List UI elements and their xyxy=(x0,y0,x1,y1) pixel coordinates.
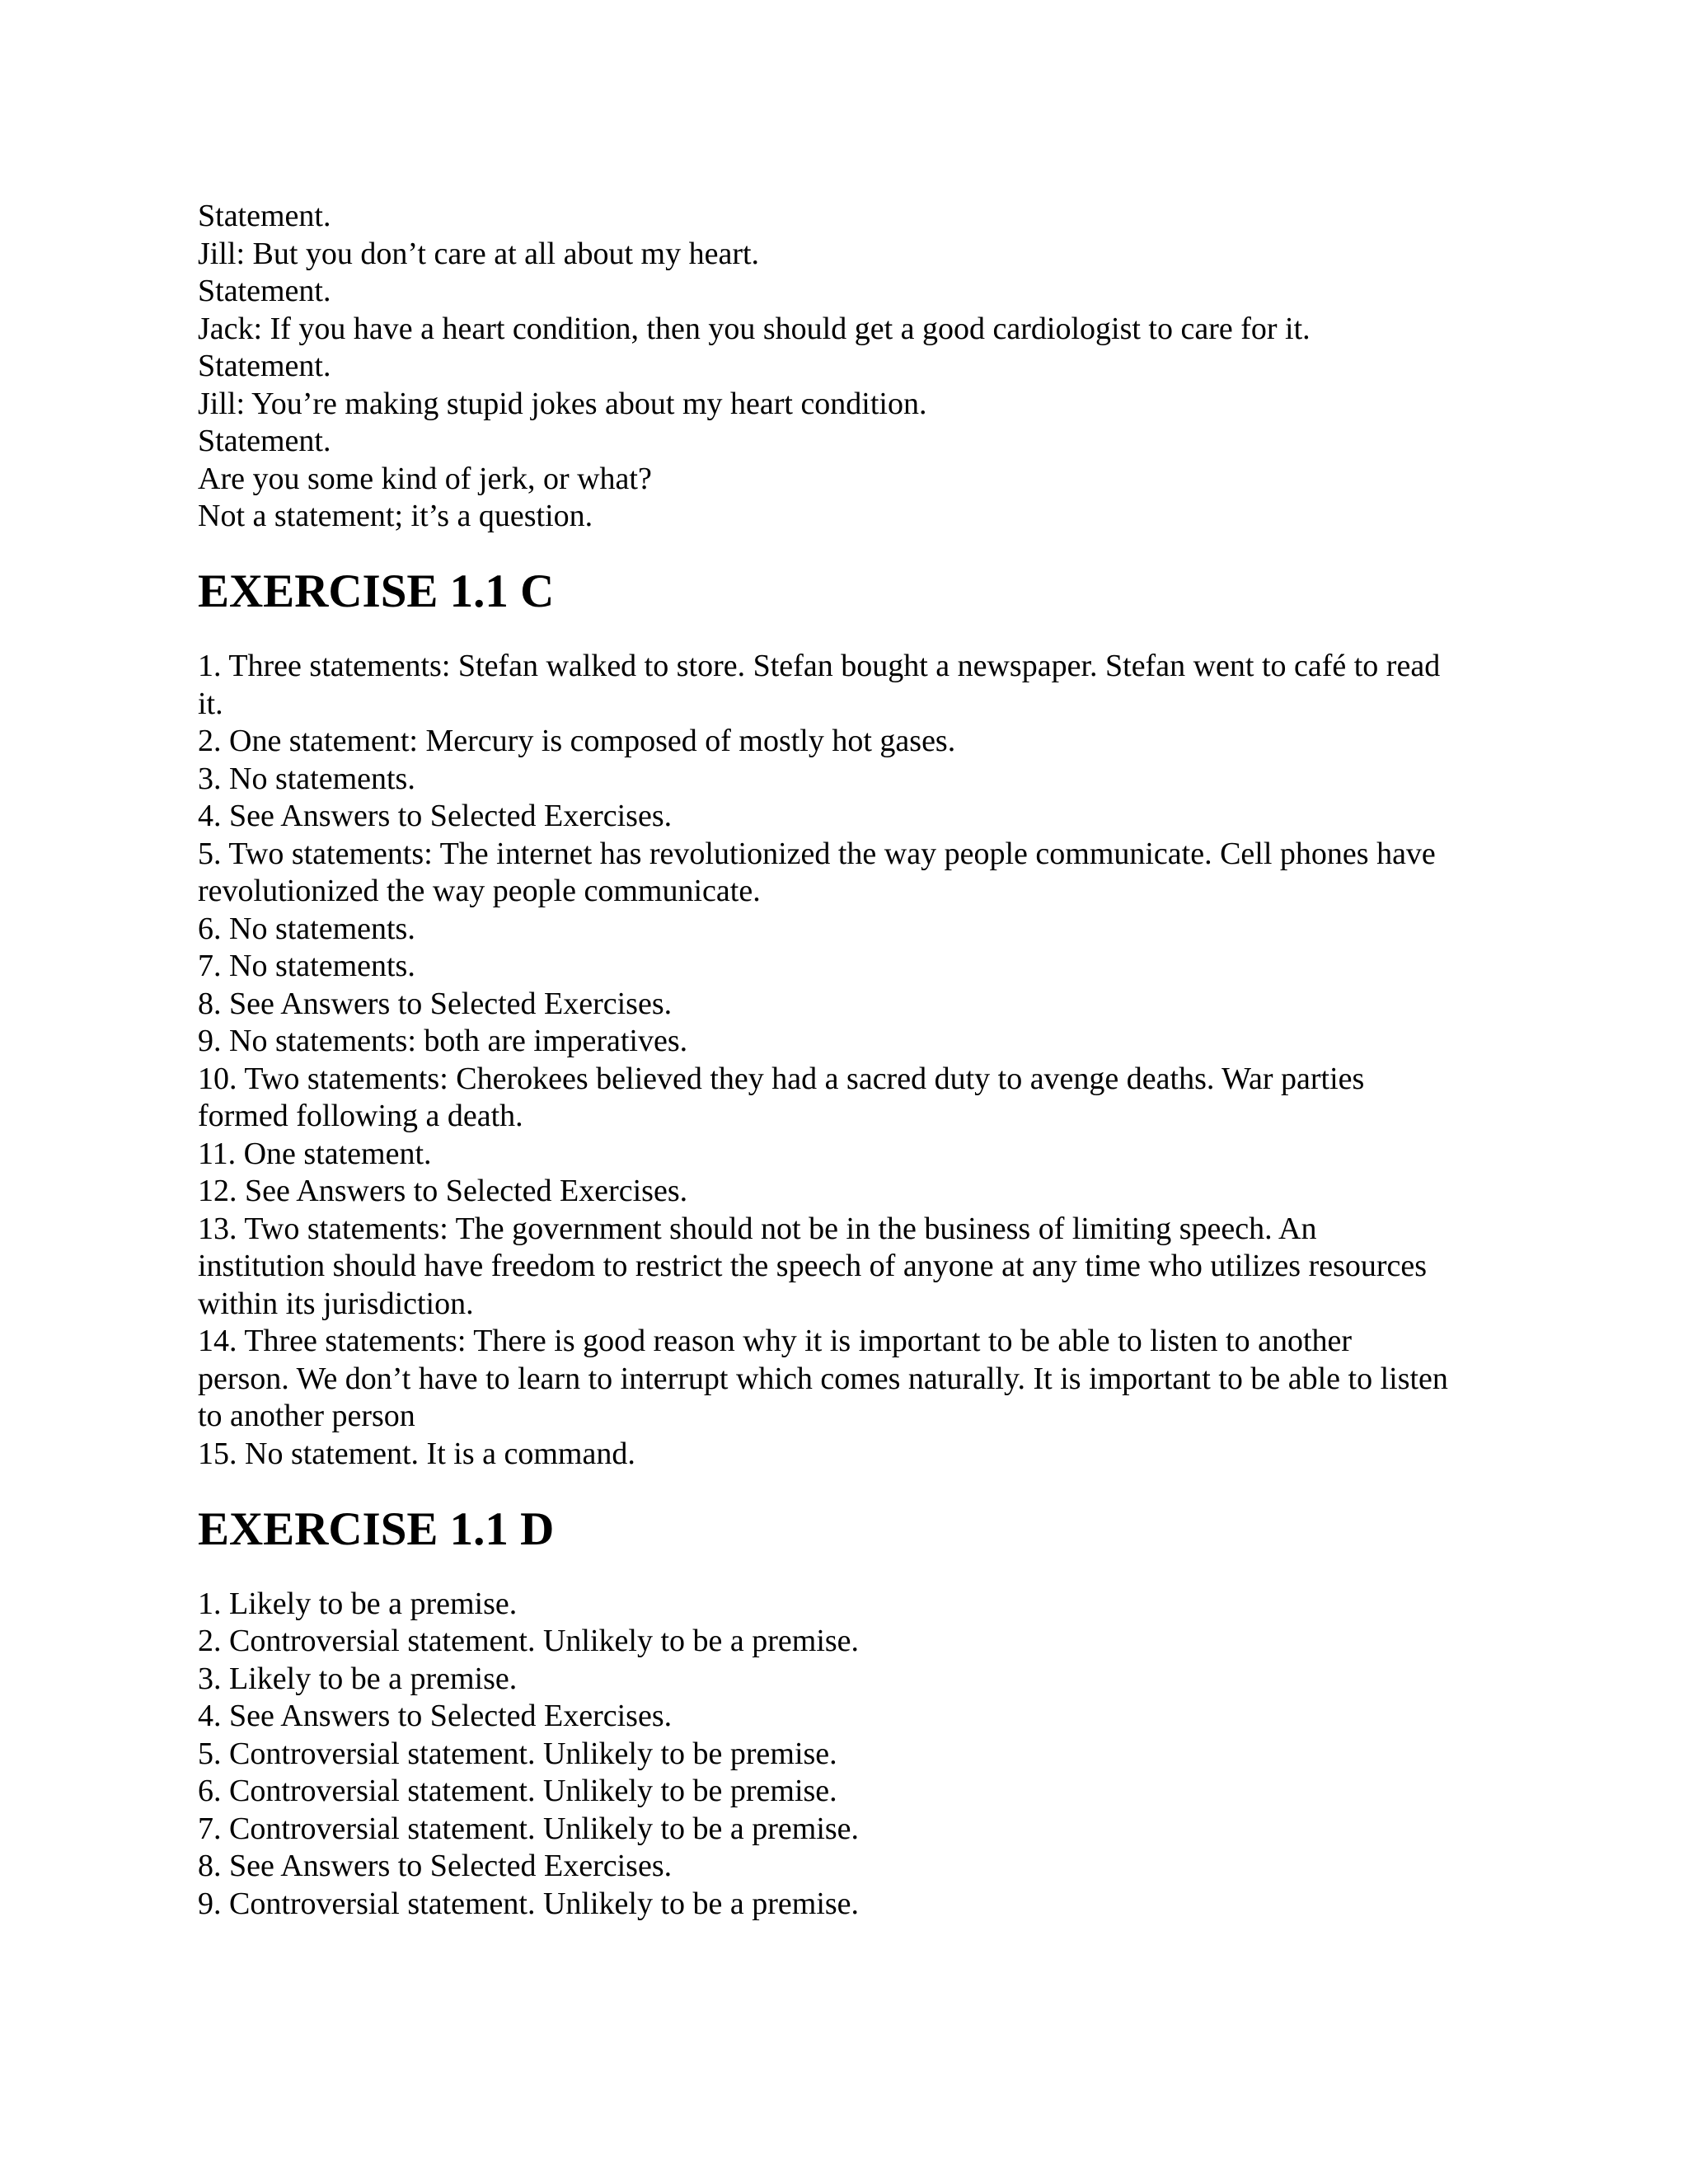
list-item: 6. Controversial statement. Unlikely to be premise. xyxy=(198,1774,837,1808)
list-item: 9. No statements: both are imperatives. xyxy=(198,1024,688,1058)
list-item: 2. One statement: Mercury is composed of mostly hot gases. xyxy=(198,724,956,758)
dialogue-line: Jill: You’re making stupid jokes about my heart condition. xyxy=(198,386,927,421)
exercise-d-list xyxy=(198,1586,1451,1924)
list-item: 13. Two statements: The government should not be in the business of limiting speech. An institution should have freedom to restrict the speech of anyone at any time who utilizes resources within its jurisdiction. xyxy=(198,1211,1428,1321)
dialogue-line: Statement. xyxy=(198,424,331,458)
exercise-c-heading: EXERCISE 1.1 C xyxy=(198,565,555,617)
dialogue-line: Statement. xyxy=(198,199,331,233)
list-item: 8. See Answers to Selected Exercises. xyxy=(198,986,673,1021)
list-item: 11. One statement. xyxy=(198,1136,432,1171)
exercise-c-list xyxy=(198,648,1451,1473)
list-item: 3. No statements. xyxy=(198,761,415,796)
list-item: 15. No statement. It is a command. xyxy=(198,1436,635,1471)
list-item: 9. Controversial statement. Unlikely to be a premise. xyxy=(198,1886,860,1921)
list-item: 3. Likely to be a premise. xyxy=(198,1661,518,1696)
list-item: 5. Two statements: The internet has revolutionized the way people communicate. Cell phones have revolutionized the way people communicate. xyxy=(198,836,1436,908)
page-content xyxy=(198,198,1451,1923)
dialogue-section xyxy=(198,198,1451,536)
dialogue-line: Jill: But you don’t care at all about my heart. xyxy=(198,236,760,271)
list-item: 7. No statements. xyxy=(198,949,415,983)
list-item: 4. See Answers to Selected Exercises. xyxy=(198,1699,673,1733)
list-item: 4. See Answers to Selected Exercises. xyxy=(198,799,673,833)
dialogue-line: Jack: If you have a heart condition, then you should get a good cardiologist to care for it. xyxy=(198,311,1311,346)
dialogue-line: Statement. xyxy=(198,349,331,383)
list-item: 1. Three statements: Stefan walked to store. Stefan bought a newspaper. Stefan went to café to read it. xyxy=(198,649,1441,721)
dialogue-line: Not a statement; it’s a question. xyxy=(198,499,593,533)
dialogue-line: Are you some kind of jerk, or what? xyxy=(198,461,652,496)
list-item: 5. Controversial statement. Unlikely to be premise. xyxy=(198,1736,837,1771)
list-item: 1. Likely to be a premise. xyxy=(198,1586,518,1621)
list-item: 14. Three statements: There is good reason why it is important to be able to listen to another person. We don’t have to learn to interrupt which comes naturally. It is important to be able to listen to another person xyxy=(198,1324,1448,1433)
list-item: 12. See Answers to Selected Exercises. xyxy=(198,1174,688,1208)
list-item: 7. Controversial statement. Unlikely to be a premise. xyxy=(198,1811,860,1846)
exercise-d-heading: EXERCISE 1.1 D xyxy=(198,1502,555,1555)
list-item: 8. See Answers to Selected Exercises. xyxy=(198,1849,673,1883)
list-item: 2. Controversial statement. Unlikely to be a premise. xyxy=(198,1624,860,1658)
list-item: 6. No statements. xyxy=(198,911,415,946)
dialogue-line: Statement. xyxy=(198,274,331,308)
list-item: 10. Two statements: Cherokees believed they had a sacred duty to avenge deaths. War parties formed following a death. xyxy=(198,1061,1365,1133)
